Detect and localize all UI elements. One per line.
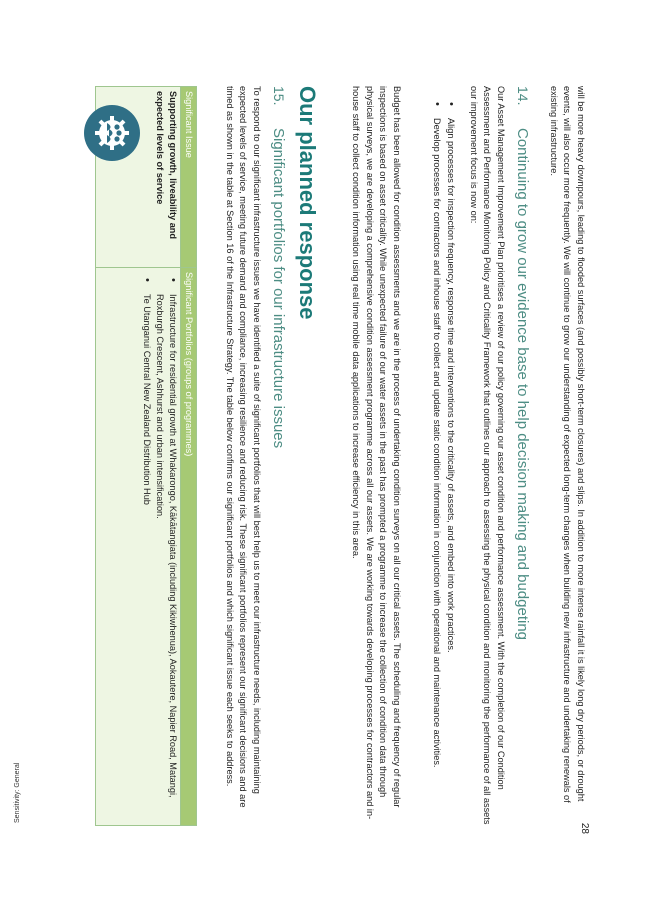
list-item: • Develop processes for contractors and inhouse staff to collect and update static condition information in conjunction with operational and maintenance activities.	[430, 106, 444, 846]
section-14-number: 14.	[515, 86, 531, 106]
list-item: • Te Utanganui Central New Zealand Distribution Hub	[140, 282, 153, 821]
table-row	[96, 87, 181, 826]
sensitivity-label: Sensitivity: General	[14, 762, 21, 823]
issue-text: Supporting growth, liveability and expected levels of service	[155, 91, 178, 240]
section-15-paragraph: To respond to our significant infrastructure issues we have identified a suite of significant portfolios that will best help us to meet our infrastructure needs, including maintaining expected levels of service, meeting future demand and compliance, increasing resilience and reducing risk. These significant portfolios represent our significant decisions and are timed as shown in the table at Section 16 of the Infrastructure Strategy. The table below confirms our significant portfolios and which significant issue each seeks to address.	[224, 86, 262, 808]
section-14-paragraph: Our Asset Management Improvement Plan prioritises a review of our policy governing our asset condition and performance assessment. With the completion of our Condition Assessment and Performance Monitoring Policy and Criticality Framework that outlines our approach to assessing the physical condition and monitoring the performance of all assets our improvement focus is now on:	[468, 86, 506, 825]
section-15-title: Significant portfolios for our infrastructure issues	[270, 128, 287, 449]
table-header-issue: Significant Issue	[181, 87, 197, 268]
portfolio-table	[95, 86, 197, 826]
budget-paragraph: Budget has been allowed for condition assessments and we are in the process of undertaking condition surveys on all our critical assets. The scheduling and frequency of regular inspections is based on asset criticality. While unexpected failure of our water assets in the past has prompted a programme to increase the collection of condition data through physical surveys, we are developing a comprehensive condition assessment programme across all our assets. We are working towards developing processes for contractors and in-house staff to collect condition information using real time mobile data applications to increase efficiency in this area.	[351, 86, 402, 820]
portfolios-cell	[96, 268, 181, 826]
list-item: • Align processes for inspection frequency, response time and interventions to the criticality of assets, and embed into work practices.	[443, 106, 457, 846]
main-heading: Our planned response	[295, 86, 320, 320]
section-14-heading	[514, 86, 531, 826]
document-page	[65, 66, 605, 846]
section-15-number: 15.	[271, 86, 287, 106]
page-number: 28	[579, 822, 590, 834]
people-gear-icon	[84, 105, 140, 161]
sensitivity-label-wrap	[14, 762, 21, 824]
list-item: • Infrastructure for residential growth at Whakarongo, Kākātangiata (including Kikiwhenua), Aokautere, Napier Road, Matangi, Roxburgh Crescent, Ashhurst and urban intensification.	[153, 282, 179, 821]
rotated-page-wrap	[142, 66, 606, 834]
intro-paragraph: will be more heavy downpours, leading to flooded surfaces (and possibly short-term closures) and slips. In addition to more intense rainfall it is likely long dry periods, or drought events, will also occur more frequently. We will continue to grow our understanding of expected long-term changes when building new infrastructure and undertaking renewals of existing infrastructure.	[548, 86, 586, 803]
table-header-portfolios: Significant Portfolios (groups of programmes)	[181, 268, 197, 826]
section-14-title: Continuing to grow our evidence base to help decision making and budgeting	[514, 128, 531, 641]
section-14-bullet-list	[430, 86, 457, 846]
section-15-heading	[270, 86, 287, 826]
issue-cell	[96, 87, 181, 268]
portfolio-list	[140, 272, 179, 821]
table-header-row	[181, 87, 197, 826]
